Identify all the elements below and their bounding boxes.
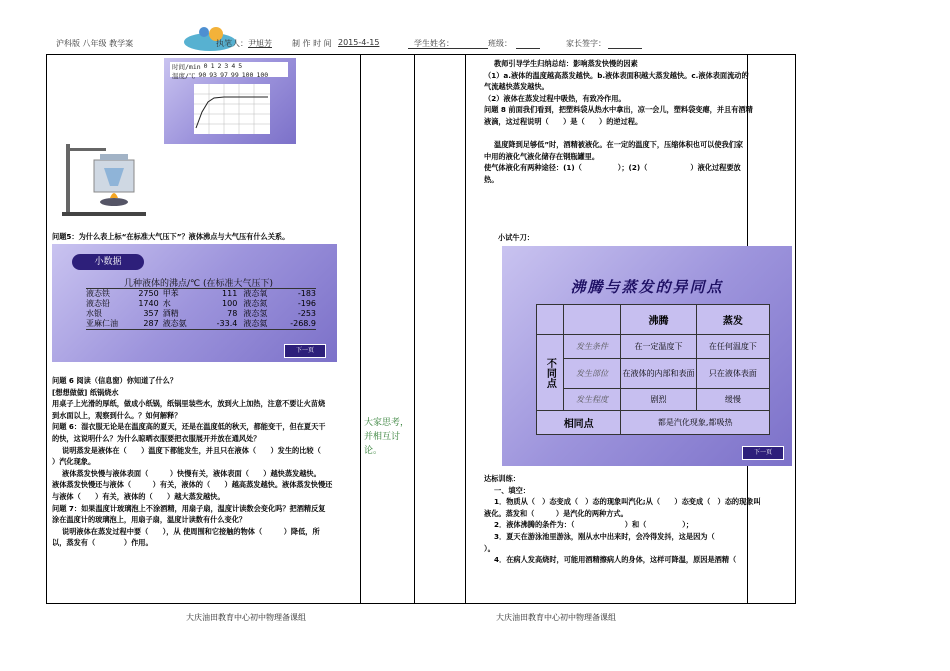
boiling-apparatus-image	[52, 140, 152, 220]
table-cell: -33.4	[216, 319, 238, 328]
table-cell: 酒精	[162, 309, 179, 318]
table-caption: 几种液体的沸点/℃ (在标准大气压下)	[124, 279, 274, 289]
temperature-curve	[184, 82, 274, 140]
graph-cell: 时间/min	[172, 63, 201, 71]
table-cell: 78	[227, 309, 238, 318]
table-cell: 液态氢	[243, 309, 268, 318]
table-cell: -268.9	[290, 319, 317, 328]
graph-cell: 5	[238, 62, 243, 70]
edition-label: 沪科版 八年级 教学案	[56, 39, 134, 48]
right-column	[484, 58, 796, 186]
table-cell: 水	[162, 299, 171, 308]
graph-cell: 100	[256, 71, 269, 79]
question-5: 问题5：为什么表上标“在标准大气压下”？液体沸点与大气压有什么关系。	[52, 232, 290, 241]
table-cell: 液态氮	[243, 299, 268, 308]
row-label: 发生程度	[563, 389, 621, 411]
table-cell: 水银	[86, 309, 102, 318]
table-cell: 液态氧	[243, 289, 268, 298]
text-line: [想想做做] 纸锅烧水	[52, 387, 119, 397]
text-line: 液体蒸发快慢与液体表面（ ）快慢有关，液体表面（ ）越快蒸发越快。	[62, 468, 321, 478]
practice-heading: 小试牛刀：	[498, 233, 534, 242]
table-cell: -183	[297, 289, 317, 298]
text-line: 到水面以上，观察到什么。？如何解释？	[52, 410, 182, 420]
text-line: 热。	[484, 174, 499, 184]
text-line: 液体蒸发快慢还与液体（ ）有关，液体的（ ）越高蒸发越快。液体蒸发快慢还	[52, 480, 333, 490]
text-line: 说明蒸发是液体在（ ）温度下都能发生，并且只在液体（ ）发生的比较（	[62, 445, 321, 455]
slide-tag: 小数据	[72, 254, 144, 270]
left-column-body	[52, 375, 362, 549]
cell: 在液体的内部和表面	[621, 359, 696, 389]
left-column	[52, 231, 362, 243]
text-line: ）汽化现象。	[52, 457, 96, 467]
table-cell: 1740	[138, 299, 159, 308]
table-cell: 液态铁	[86, 289, 110, 298]
class-field[interactable]	[516, 38, 540, 49]
text-line: 与液体（ ）有关，液体的（ ）越大蒸发越快。	[52, 491, 225, 501]
text-line: 问题 6：湿衣服无论是在温度高的夏天，还是在温度低的秋天，都能变干，但在夏天干	[52, 422, 326, 432]
footer-right: 大庆油田教育中心初中物理备课组	[496, 613, 616, 622]
text-line: 使气体液化有两种途径：(1)（ ）；(2)（ ）液化过程要放	[484, 163, 741, 173]
diff-label: 不同点	[537, 335, 564, 411]
footer-left: 大庆油田教育中心初中物理备课组	[186, 613, 306, 622]
class-label: 班级：	[488, 39, 512, 48]
text-line: 涂在温度计的玻璃泡上，用扇子扇，温度计读数有什么变化？	[52, 515, 247, 525]
table-cell: 液态氦	[243, 319, 268, 328]
text-line: 以，蒸发有（ ）作用。	[52, 538, 153, 548]
table-cell: 亚麻仁油	[86, 319, 118, 328]
cell: 在任何温度下	[696, 335, 769, 359]
table-cell: 100	[222, 299, 238, 308]
text-line: 液化。蒸发和（ ）是汽化的两种方式。	[484, 508, 628, 518]
table-cell: 甲苯	[162, 289, 179, 298]
graph-cell: 0	[203, 62, 208, 70]
date-label: 制 作 时 间	[292, 39, 332, 48]
same-value: 都是汽化现象,都吸热	[621, 411, 770, 435]
text-line: 3．夏天在游泳池里游泳，刚从水中出来时，会冷得发抖，这是因为（	[494, 531, 715, 541]
table-cell: 357	[143, 309, 159, 318]
text-line: 1．物质从（ ）态变成（ ）态的现象叫汽化;从（ ）态变成（ ）态的现象叫	[494, 497, 761, 507]
parent-sign-field[interactable]	[608, 38, 642, 49]
text-line: 教师引导学生归纳总结：影响蒸发快慢的因素	[494, 59, 638, 68]
student-name-label: 学生姓名：	[414, 39, 454, 48]
table-cell: 287	[143, 319, 159, 328]
boiling-point-slide	[52, 244, 337, 362]
boiling-point-table	[86, 288, 316, 330]
date-value: 2015-4-15	[338, 38, 380, 47]
text-line: 说明液体在蒸发过程中要（ ），从 使周围和它接触的物体（ ）降低，所	[62, 526, 320, 536]
text-line: （1）a.液体的温度越高蒸发越快。b.液体表面积越大蒸发越快。c.液体表面流动的	[484, 70, 749, 80]
text-line: ）。	[484, 543, 495, 553]
text-line: 一、填空：	[494, 485, 530, 495]
author-name: 尹旭芳	[248, 39, 272, 48]
table-cell: 2750	[138, 289, 159, 298]
cell: 在一定温度下	[621, 335, 696, 359]
cell: 剧烈	[621, 389, 696, 411]
graph-cell: 4	[231, 62, 236, 70]
boiling-graph-slide	[164, 58, 296, 144]
table-cell: 液态氨	[162, 319, 187, 328]
comparison-slide	[502, 246, 792, 466]
comparison-table	[536, 304, 770, 435]
table-cell: -253	[297, 309, 317, 318]
page-header	[48, 38, 908, 52]
training-section	[484, 473, 796, 566]
graph-cell: 99	[230, 71, 239, 79]
graph-cell: 97	[220, 71, 228, 79]
text-line: 问题 6 阅读（信息窗）你知道了什么？	[52, 376, 178, 385]
text-line: 的快，这说明什么？为什么晾晒衣服要把衣服展开并放在通风处？	[52, 433, 261, 443]
author-label: 执笔人：	[216, 39, 248, 48]
row-label: 发生部位	[563, 359, 621, 389]
next-page-button[interactable]: 下一页	[284, 344, 326, 358]
graph-cell: 100	[241, 71, 254, 79]
header-boiling: 沸腾	[621, 305, 696, 335]
graph-cell: 3	[224, 62, 229, 70]
cell: 只在液体表面	[696, 359, 769, 389]
header-evaporation: 蒸发	[696, 305, 769, 335]
same-label: 相同点	[537, 411, 621, 435]
text-line: （2）液体在蒸发过程中吸热，有致冷作用。	[484, 93, 626, 103]
graph-cell: 90	[198, 71, 207, 79]
boiling-data-table	[170, 62, 288, 80]
graph-cell: 温度/℃	[172, 72, 196, 80]
graph-cell: 93	[209, 71, 218, 79]
cell: 缓慢	[696, 389, 769, 411]
table-cell: 液态铅	[86, 299, 110, 308]
graph-cell: 1	[210, 62, 215, 70]
student-name-field[interactable]	[448, 38, 470, 49]
text-line: 问题 8 前面我们看到，把塑料袋从热水中拿出，凉一会儿，塑料袋变瘪，并且有酒精	[484, 105, 753, 115]
text-line: 达标训练：	[484, 474, 520, 483]
table-cell: 111	[222, 289, 238, 298]
text-line: 中用的液化气液化储存在钢瓶罐里。	[484, 151, 600, 161]
table-cell: -196	[297, 299, 317, 308]
discussion-note: 大家思考，并相互讨论。	[364, 418, 410, 456]
parent-sign-label: 家长签字：	[566, 39, 606, 48]
text-line: 问题 7：如果温度计玻璃泡上不涂酒精，用扇子扇，温度计读数会变化吗？把酒精反复	[52, 503, 326, 513]
slide-title: 沸腾与蒸发的异同点	[570, 278, 724, 296]
next-page-button[interactable]: 下一页	[742, 446, 784, 460]
row-label: 发生条件	[563, 335, 621, 359]
text-line: 液滴，这过程说明（ ）是（ ）的逆过程。	[484, 116, 643, 126]
text-line: 2．液体沸腾的条件为：（ ）和（ ）；	[494, 520, 694, 530]
text-line: 4．在病人发高烧时，可能用酒精擦病人的身体，这样可降温，原因是酒精（	[494, 555, 737, 565]
graph-cell: 2	[217, 62, 222, 70]
text-line: 气流越快蒸发越快。	[484, 82, 549, 92]
text-line	[484, 128, 796, 140]
text-line: 用桌子上光滑的厚纸，做成小纸锅，纸锅里装些水，放到火上加热，注意不要让火苗烧	[52, 399, 326, 409]
text-line: 温度降到足够低”时，酒精被液化。在一定的温度下，压缩体积也可以使我们家	[494, 140, 744, 150]
